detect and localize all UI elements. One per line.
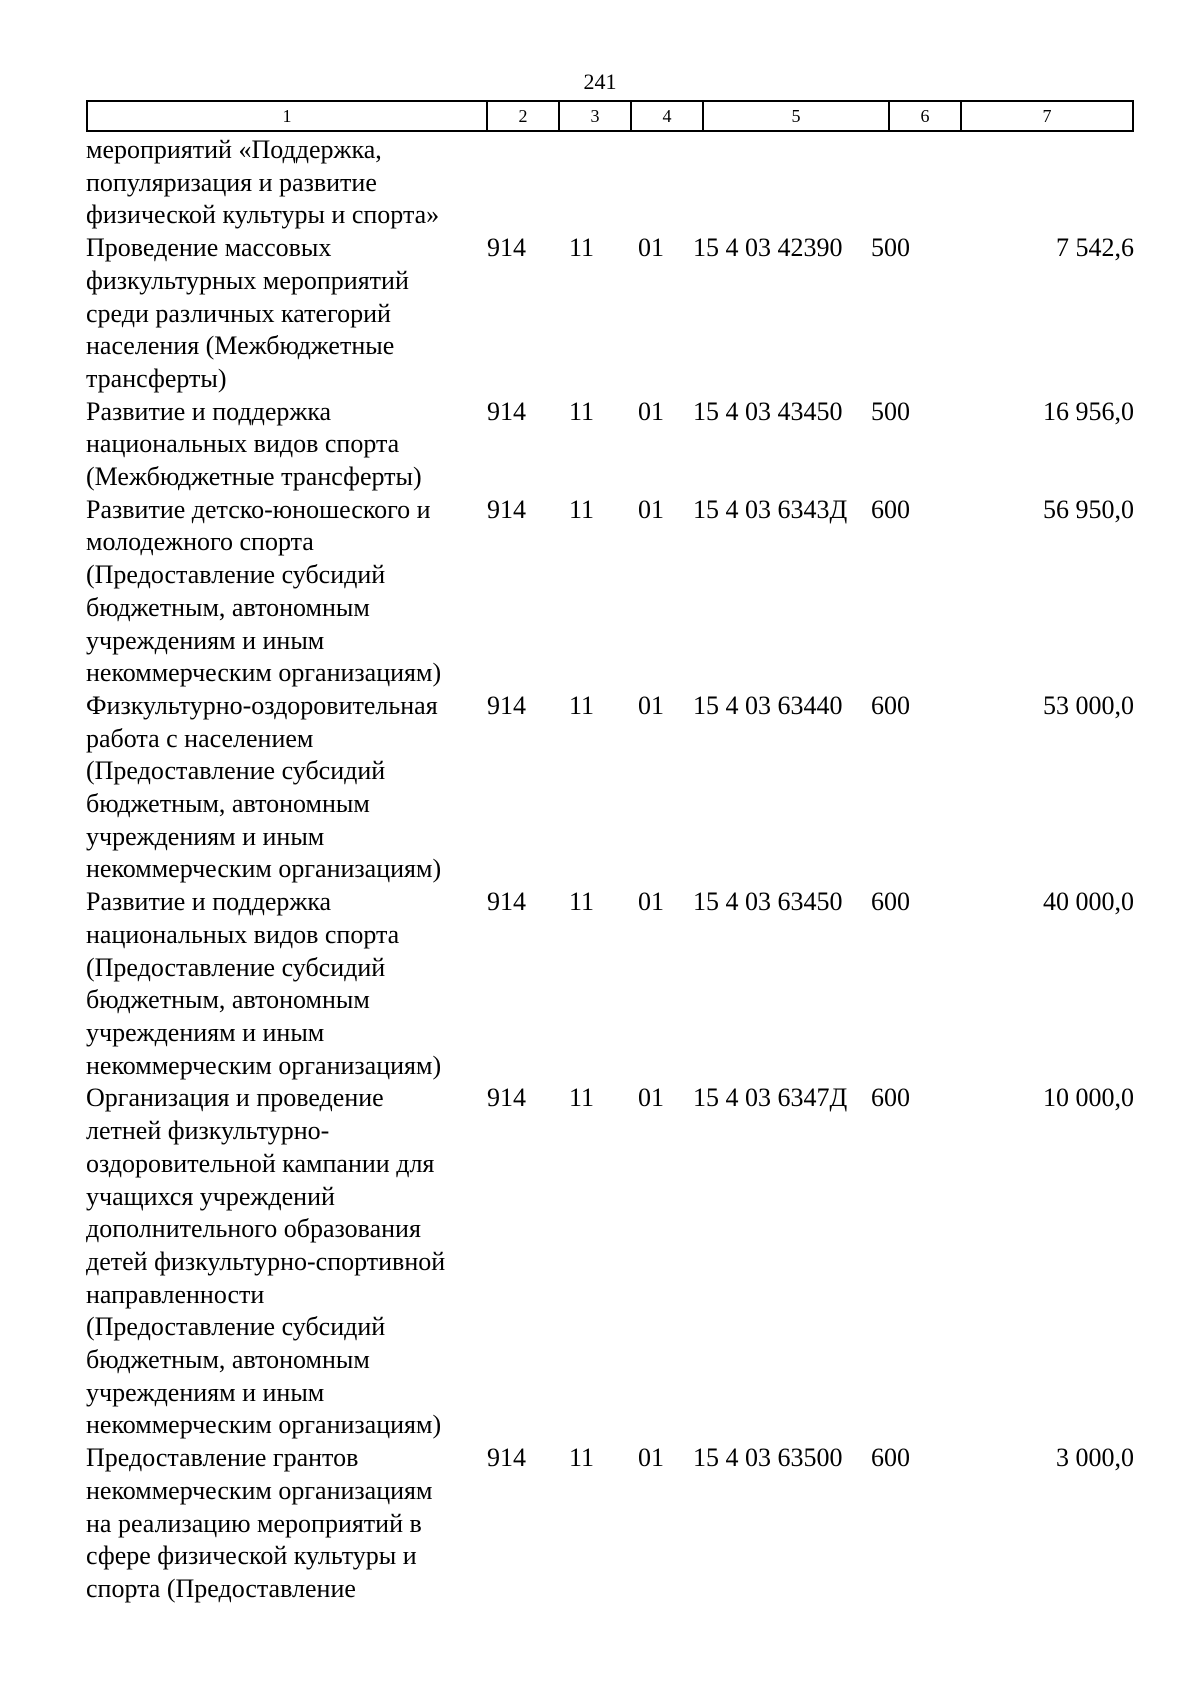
row-section: 11 bbox=[568, 233, 595, 263]
row-target-article: 15 4 03 42390 bbox=[693, 233, 843, 263]
table-body bbox=[86, 134, 1134, 1606]
row-description bbox=[86, 1442, 486, 1606]
row-amount: 7 542,6 bbox=[1056, 233, 1134, 263]
header-col-5: 5 bbox=[704, 102, 890, 130]
description-line: работа с населением bbox=[86, 723, 314, 753]
description-line: на реализацию мероприятий в bbox=[86, 1508, 422, 1538]
row-expense-type: 600 bbox=[871, 1443, 910, 1473]
description-line: учреждениям и иным bbox=[86, 1017, 325, 1047]
description-line: летней физкультурно- bbox=[86, 1116, 330, 1146]
description-line: физической культуры и спорта» bbox=[86, 200, 440, 230]
description-line: населения (Межбюджетные bbox=[86, 331, 395, 361]
description-line: (Предоставление субсидий bbox=[86, 952, 386, 982]
row-subsection: 01 bbox=[638, 396, 664, 426]
description-line: мероприятий «Поддержка, bbox=[86, 135, 382, 164]
description-line: некоммерческим организациям bbox=[86, 1475, 433, 1505]
description-line: бюджетным, автономным bbox=[86, 985, 370, 1015]
description-line: Проведение массовых bbox=[86, 233, 332, 263]
description-line: направленности bbox=[86, 1279, 265, 1309]
description-line: учреждениям и иным bbox=[86, 1377, 325, 1407]
row-subsection: 01 bbox=[638, 887, 664, 917]
row-target-article: 15 4 03 63440 bbox=[693, 690, 843, 720]
row-section: 11 bbox=[568, 690, 595, 720]
description-line: учреждениям и иным bbox=[86, 625, 325, 655]
row-amount: 56 950,0 bbox=[1043, 494, 1134, 524]
row-subsection: 01 bbox=[638, 1443, 664, 1473]
description-line: Физкультурно-оздоровительная bbox=[86, 690, 438, 720]
row-description bbox=[86, 134, 486, 232]
header-col-2: 2 bbox=[488, 102, 560, 130]
row-description bbox=[86, 886, 486, 1082]
row-amount: 10 000,0 bbox=[1043, 1083, 1134, 1113]
header-col-1: 1 bbox=[88, 102, 488, 130]
description-line: спорта (Предоставление bbox=[86, 1573, 356, 1603]
row-section: 11 bbox=[568, 494, 595, 524]
header-col-7: 7 bbox=[1042, 106, 1052, 126]
row-ministry-code: 914 bbox=[487, 1083, 526, 1113]
row-description bbox=[86, 690, 486, 886]
description-line: некоммерческим организациям) bbox=[86, 658, 442, 688]
description-line: дополнительного образования bbox=[86, 1214, 421, 1244]
description-line: Развитие детско-юношеского и bbox=[86, 494, 431, 524]
table-row bbox=[86, 1442, 1134, 1606]
row-description bbox=[86, 1082, 486, 1442]
description-line: оздоровительной кампании для bbox=[86, 1148, 435, 1178]
row-subsection: 01 bbox=[638, 494, 664, 524]
page-number: 241 bbox=[583, 69, 617, 94]
row-ministry-code: 914 bbox=[487, 494, 526, 524]
description-line: Организация и проведение bbox=[86, 1083, 384, 1113]
header-col-4: 4 bbox=[632, 102, 704, 130]
row-expense-type: 600 bbox=[871, 887, 910, 917]
row-section: 11 bbox=[568, 1443, 595, 1473]
row-target-article: 15 4 03 43450 bbox=[693, 396, 843, 426]
table-row bbox=[86, 232, 1134, 396]
row-target-article: 15 4 03 63500 bbox=[693, 1443, 843, 1473]
description-line: физкультурных мероприятий bbox=[86, 265, 409, 295]
description-line: Развитие и поддержка bbox=[86, 887, 332, 917]
row-expense-type: 500 bbox=[871, 233, 910, 263]
row-description bbox=[86, 396, 486, 494]
row-expense-type bbox=[869, 134, 941, 232]
table-row bbox=[86, 134, 1134, 232]
description-line: популяризация и развитие bbox=[86, 167, 377, 197]
description-line: Развитие и поддержка bbox=[86, 396, 332, 426]
description-line: бюджетным, автономным bbox=[86, 592, 370, 622]
row-amount: 3 000,0 bbox=[1056, 1443, 1134, 1473]
description-line: (Межбюджетные трансферты) bbox=[86, 462, 422, 492]
description-line: некоммерческим организациям) bbox=[86, 854, 442, 884]
table-row bbox=[86, 690, 1134, 886]
description-line: учреждениям и иным bbox=[86, 821, 325, 851]
description-line: детей физкультурно-спортивной bbox=[86, 1246, 446, 1276]
row-target-article bbox=[683, 134, 869, 232]
description-line: национальных видов спорта bbox=[86, 919, 400, 949]
row-subsection: 01 bbox=[638, 1083, 664, 1113]
row-subsection: 01 bbox=[638, 690, 664, 720]
row-description bbox=[86, 232, 486, 396]
description-line: среди различных категорий bbox=[86, 298, 391, 328]
description-line: сфере физической культуры и bbox=[86, 1541, 417, 1571]
row-target-article: 15 4 03 63450 bbox=[693, 887, 843, 917]
row-ministry-code: 914 bbox=[487, 233, 526, 263]
description-line: некоммерческим организациям) bbox=[86, 1050, 442, 1080]
row-subsection: 01 bbox=[638, 233, 664, 263]
row-expense-type: 500 bbox=[871, 396, 910, 426]
description-line: бюджетным, автономным bbox=[86, 789, 370, 819]
row-section: 11 bbox=[568, 396, 595, 426]
header-col-3: 3 bbox=[560, 102, 632, 130]
description-line: (Предоставление субсидий bbox=[86, 560, 386, 590]
row-amount bbox=[941, 134, 1134, 232]
row-section bbox=[544, 134, 619, 232]
header-col-6: 6 bbox=[890, 102, 962, 130]
row-expense-type: 600 bbox=[871, 1083, 910, 1113]
description-line: национальных видов спорта bbox=[86, 429, 400, 459]
row-amount: 53 000,0 bbox=[1043, 690, 1134, 720]
description-line: некоммерческим организациям) bbox=[86, 1410, 442, 1440]
row-subsection bbox=[619, 134, 683, 232]
row-ministry-code: 914 bbox=[487, 396, 526, 426]
description-line: (Предоставление субсидий bbox=[86, 1312, 386, 1342]
description-line: учащихся учреждений bbox=[86, 1181, 335, 1211]
row-ministry-code: 914 bbox=[487, 1443, 526, 1473]
row-target-article: 15 4 03 6343Д bbox=[693, 494, 848, 524]
description-line: Предоставление грантов bbox=[86, 1443, 359, 1473]
row-amount: 16 956,0 bbox=[1043, 396, 1134, 426]
row-section: 11 bbox=[568, 887, 595, 917]
row-description bbox=[86, 494, 486, 690]
description-line: трансферты) bbox=[86, 363, 227, 393]
table-header bbox=[86, 100, 1134, 132]
row-target-article: 15 4 03 6347Д bbox=[693, 1083, 848, 1113]
description-line: бюджетным, автономным bbox=[86, 1345, 370, 1375]
row-section: 11 bbox=[568, 1083, 595, 1113]
row-ministry-code bbox=[486, 134, 544, 232]
table-row bbox=[86, 886, 1134, 1082]
row-amount: 40 000,0 bbox=[1043, 887, 1134, 917]
row-ministry-code: 914 bbox=[487, 887, 526, 917]
table-row bbox=[86, 494, 1134, 690]
row-expense-type: 600 bbox=[871, 494, 910, 524]
description-line: (Предоставление субсидий bbox=[86, 756, 386, 786]
table-row bbox=[86, 1082, 1134, 1442]
table-row bbox=[86, 396, 1134, 494]
row-ministry-code: 914 bbox=[487, 690, 526, 720]
description-line: молодежного спорта bbox=[86, 527, 314, 557]
row-expense-type: 600 bbox=[871, 690, 910, 720]
